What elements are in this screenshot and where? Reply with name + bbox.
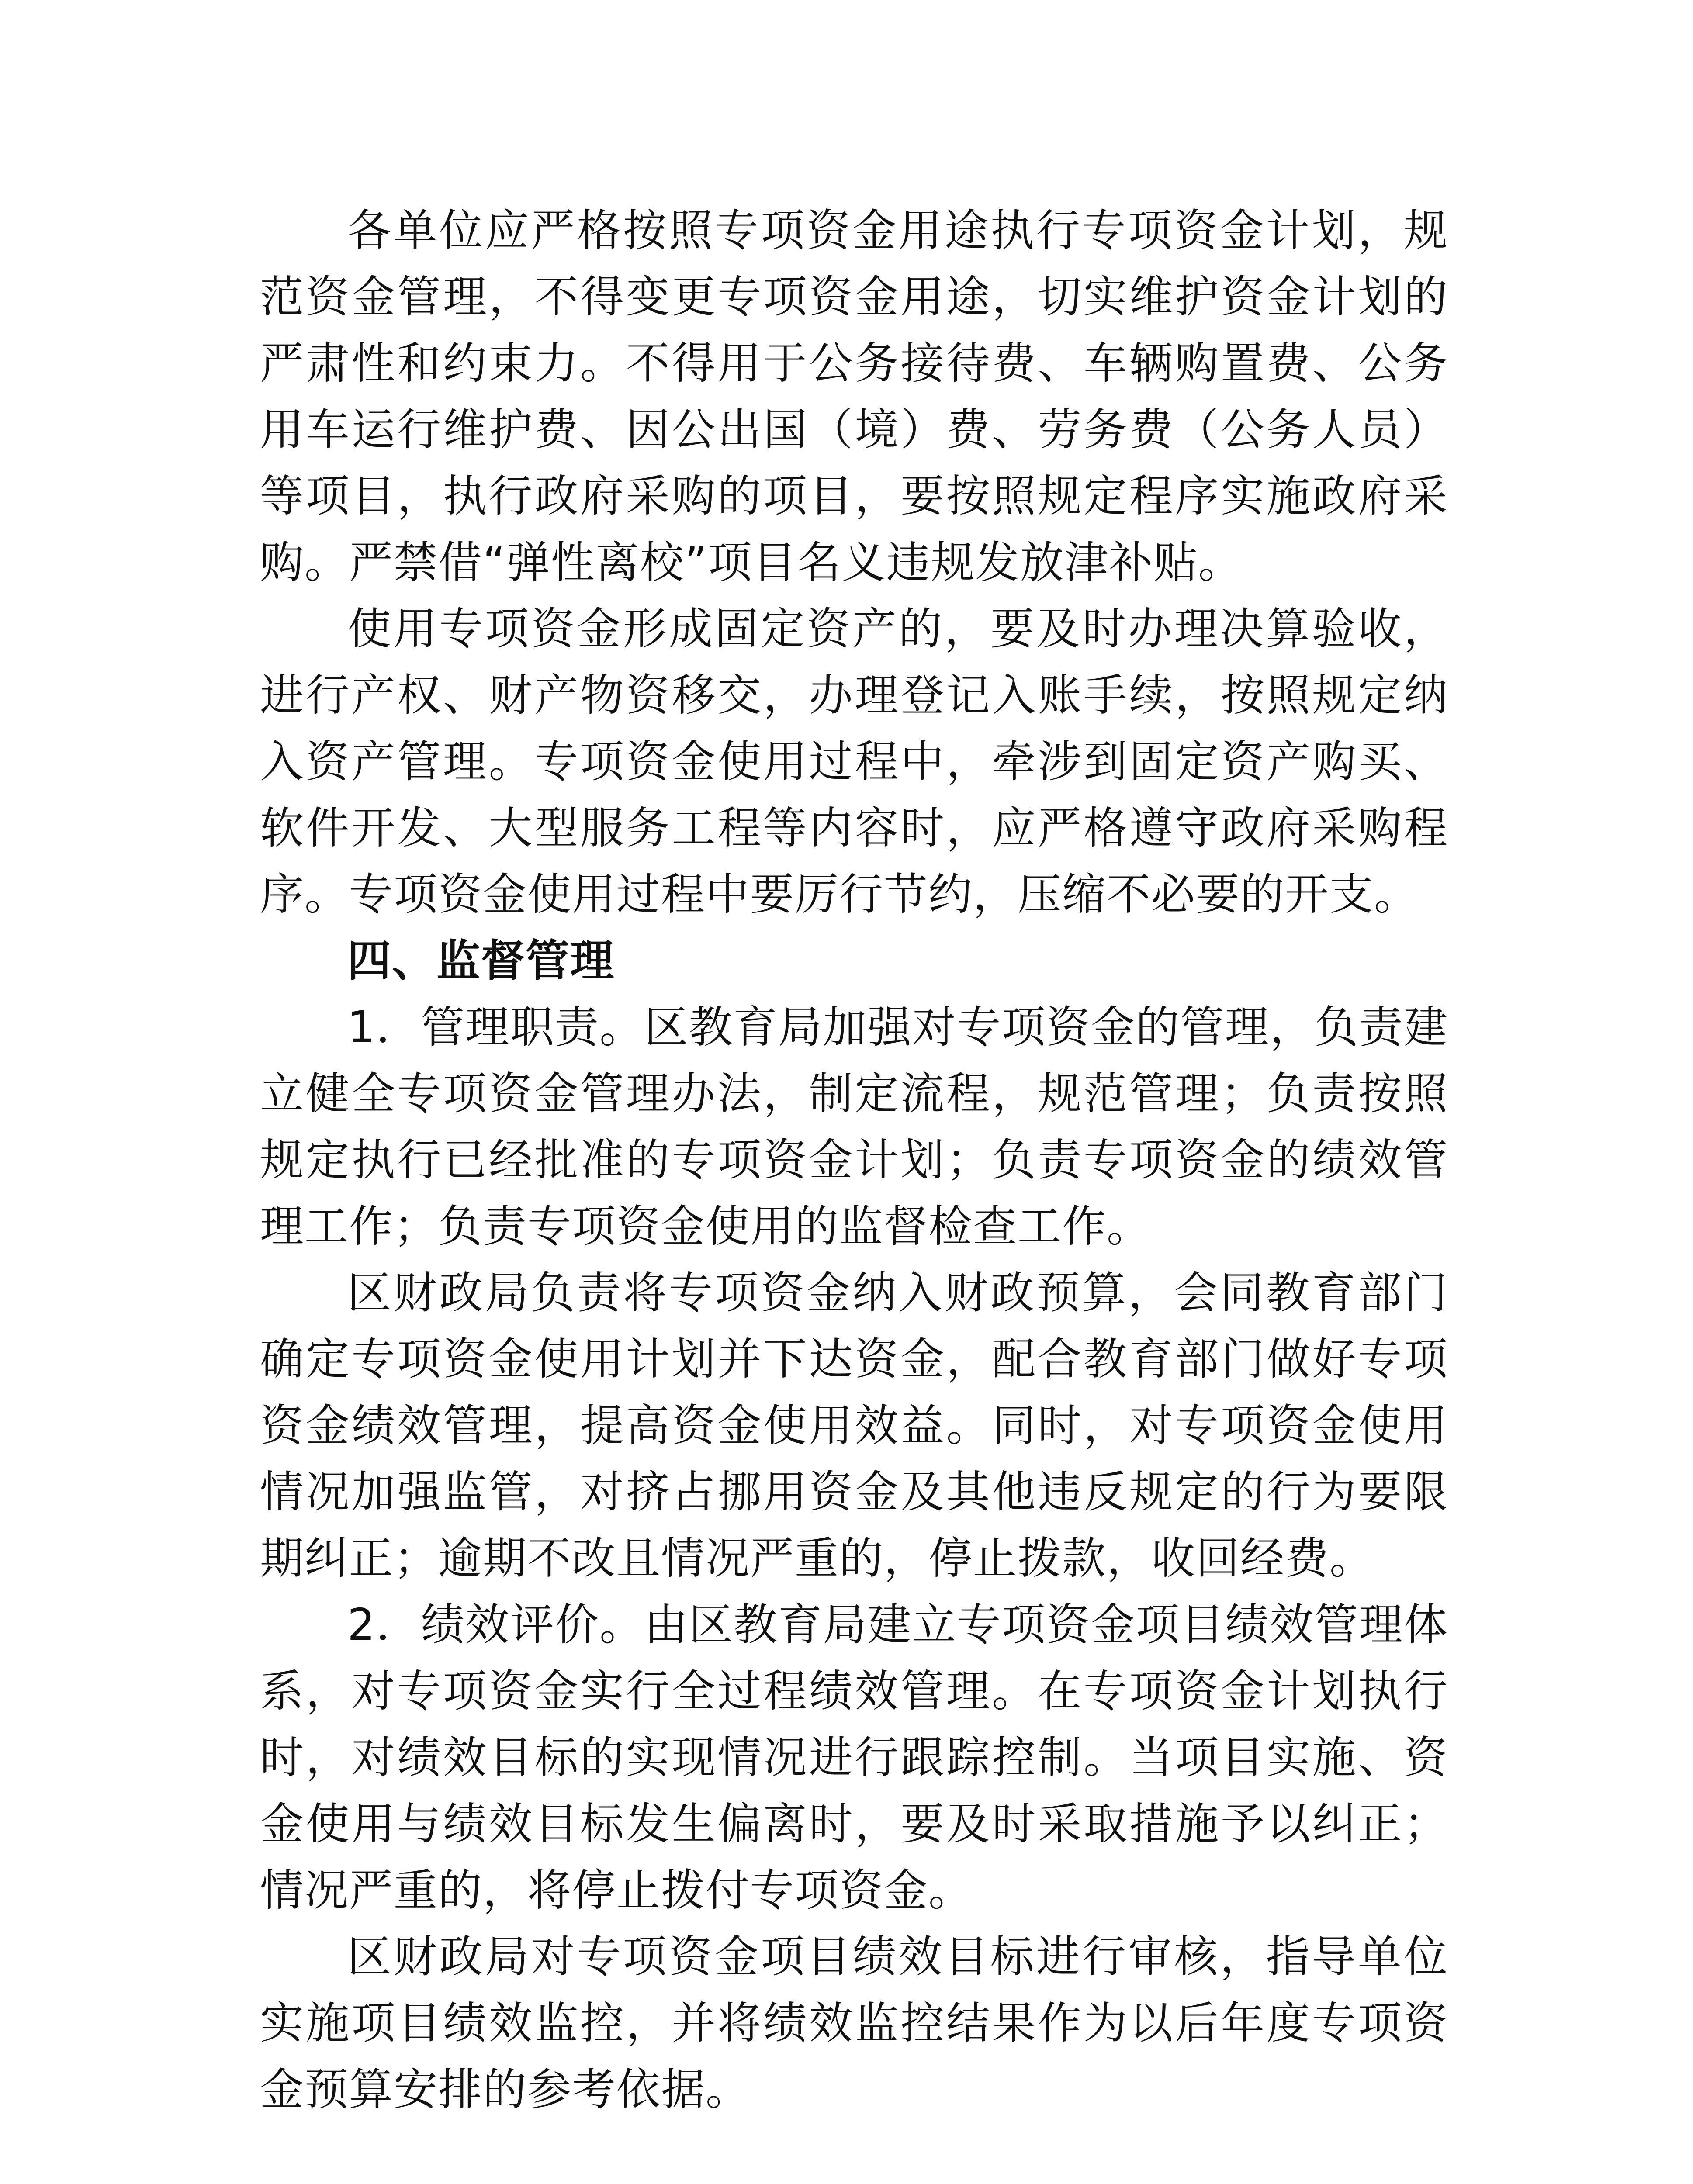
paragraph-finance-bureau-duties: 区财政局负责将专项资金纳入财政预算，会同教育部门确定专项资金使用计划并下达资金，配合教育部门做好专项资金绩效管理，提高资金使用效益。同时，对专项资金使用情况加强监管，对挤占挪用资金及其他违反规定的行为要限期纠正；逾期不改且情况严重的，停止拨款，收回经费。 [260,1267,1448,1584]
paragraph-performance-evaluation: 2．绩效评价。由区教育局建立专项资金项目绩效管理体系，对专项资金实行全过程绩效管理。在专项资金计划执行时，对绩效目标的实现情况进行跟踪控制。当项目实施、资金使用与绩效目标发生偏离时，要及时采取措施予以纠正；情况严重的，将停止拨付专项资金。 [260,1599,1448,1916]
paragraph-management-duties: 1．管理职责。区教育局加强对专项资金的管理，负责建立健全专项资金管理办法，制定流程，规范管理；负责按照规定执行已经批准的专项资金计划；负责专项资金的绩效管理工作；负责专项资金使用的监督检查工作。 [260,1002,1448,1252]
paragraph-fund-usage: 各单位应严格按照专项资金用途执行专项资金计划，规范资金管理，不得变更专项资金用途，切实维护资金计划的严肃性和约束力。不得用于公务接待费、车辆购置费、公务用车运行维护费、因公出国（境）费、劳务费（公务人员）等项目，执行政府采购的项目，要按照规定程序实施政府采购。严禁借“弹性离校”项目名义违规发放津补贴。 [260,205,1448,588]
section-heading-supervision: 四、监督管理 [347,935,615,986]
paragraph-fixed-assets: 使用专项资金形成固定资产的，要及时办理决算验收，进行产权、财产物资移交，办理登记入账手续，按照规定纳入资产管理。专项资金使用过程中，牵涉到固定资产购买、软件开发、大型服务工程等内容时，应严格遵守政府采购程序。专项资金使用过程中要厉行节约，压缩不必要的开支。 [260,603,1448,920]
paragraph-performance-review: 区财政局对专项资金项目绩效目标进行审核，指导单位实施项目绩效监控，并将绩效监控结果作为以后年度专项资金预算安排的参考依据。 [260,1931,1448,2115]
document-body [260,197,1448,2123]
